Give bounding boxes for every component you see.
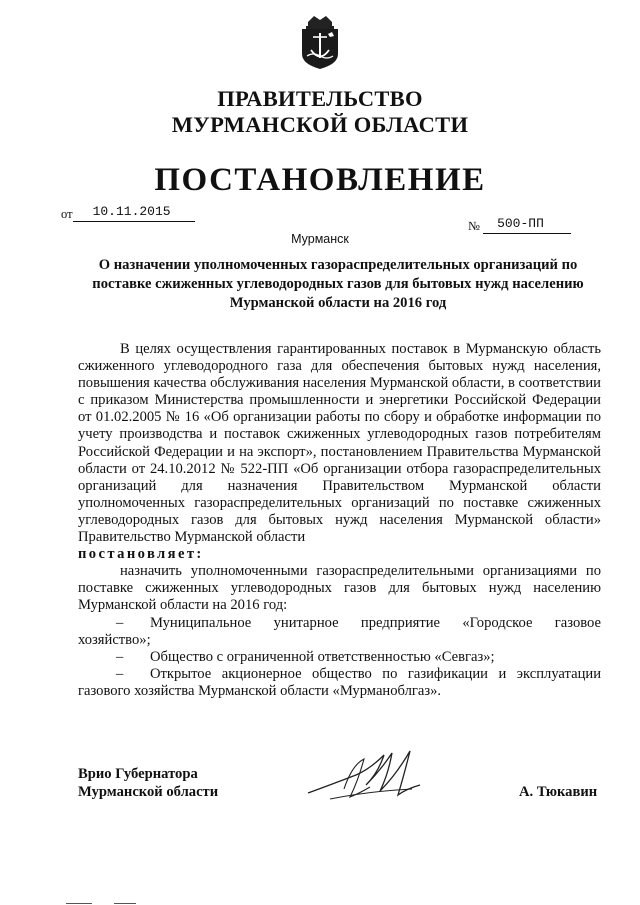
list-item-text: Общество с ограниченной ответственностью «Севгаз»; (150, 648, 495, 665)
scan-artifact (114, 903, 136, 904)
list-item (78, 649, 601, 666)
date-value: 10.11.2015 (73, 203, 195, 222)
list-dash: – (116, 665, 124, 682)
list-item (78, 615, 601, 649)
list-dash: – (116, 648, 124, 665)
signatory-position-line2: Мурманской области (78, 784, 219, 800)
list-item-text: Открытое акционерное общество по газификации и эксплуатации газового хозяйства Мурманской области «Мурманоблгаз». (78, 665, 601, 699)
preamble-paragraph (78, 341, 601, 563)
scan-artifact (66, 903, 92, 904)
murmansk-coat-of-arms-icon (298, 14, 342, 70)
list-dash: – (116, 614, 124, 631)
government-region: МУРМАНСКОЙ ОБЛАСТИ (171, 112, 469, 137)
signatory-position-line1: Врио Губернатора (78, 766, 198, 782)
signatory-name: А. Тюкавин (519, 784, 598, 800)
list-item-text: Муниципальное унитарное предприятие «Городское газовое хозяйство»; (78, 614, 601, 648)
signatory-position (78, 765, 218, 801)
decree-word: постановляет: (78, 546, 204, 563)
number-label: № (468, 219, 480, 233)
document-body (78, 341, 601, 700)
number-value: 500-ПП (483, 215, 571, 234)
handwritten-signature (300, 745, 428, 807)
list-item (78, 666, 601, 700)
city: Мурманск (291, 232, 349, 246)
decision-paragraph: назначить уполномоченными газораспределительными организациями по поставке сжиженных углеводородных газов для бытовых нужд населению Мурманской области на 2016 год: (78, 563, 601, 614)
document-title: О назначении уполномоченных газораспределительных организаций по поставке сжиженных углеводородных газов для бытовых нужд населению Мурманской области на 2016 год (92, 257, 584, 311)
government-title: ПРАВИТЕЛЬСТВО (217, 86, 423, 111)
date-row (61, 203, 195, 222)
preamble-text: В целях осуществления гарантированных поставок в Мурманскую область сжиженного углеводородного газа для обеспечения бытовых нужд населения, повышения качества обслуживания населения Мурманской области, в соответствии с приказом Министерства промышленности и энергетики Российской Федерации от 01.02.2005 № 16 «Об организации работы по сбору и обработке информации по учету производства и поставок сжиженных углеводородных газов потребителям Российской Федерации и на экспорт», постановлением Правительства Мурманской области от 24.10.2012 № 522-ПП «Об организации отбора газораспределительных организаций для назначения Правительством Мурманской области уполномоченных газораспределительных организаций по поставке сжиженных углеводородных газов для бытовых нужд населения Мурманской области» Правительство Мурманской области (78, 341, 601, 546)
document-type: ПОСТАНОВЛЕНИЕ (154, 162, 486, 198)
date-label: от (61, 207, 73, 221)
